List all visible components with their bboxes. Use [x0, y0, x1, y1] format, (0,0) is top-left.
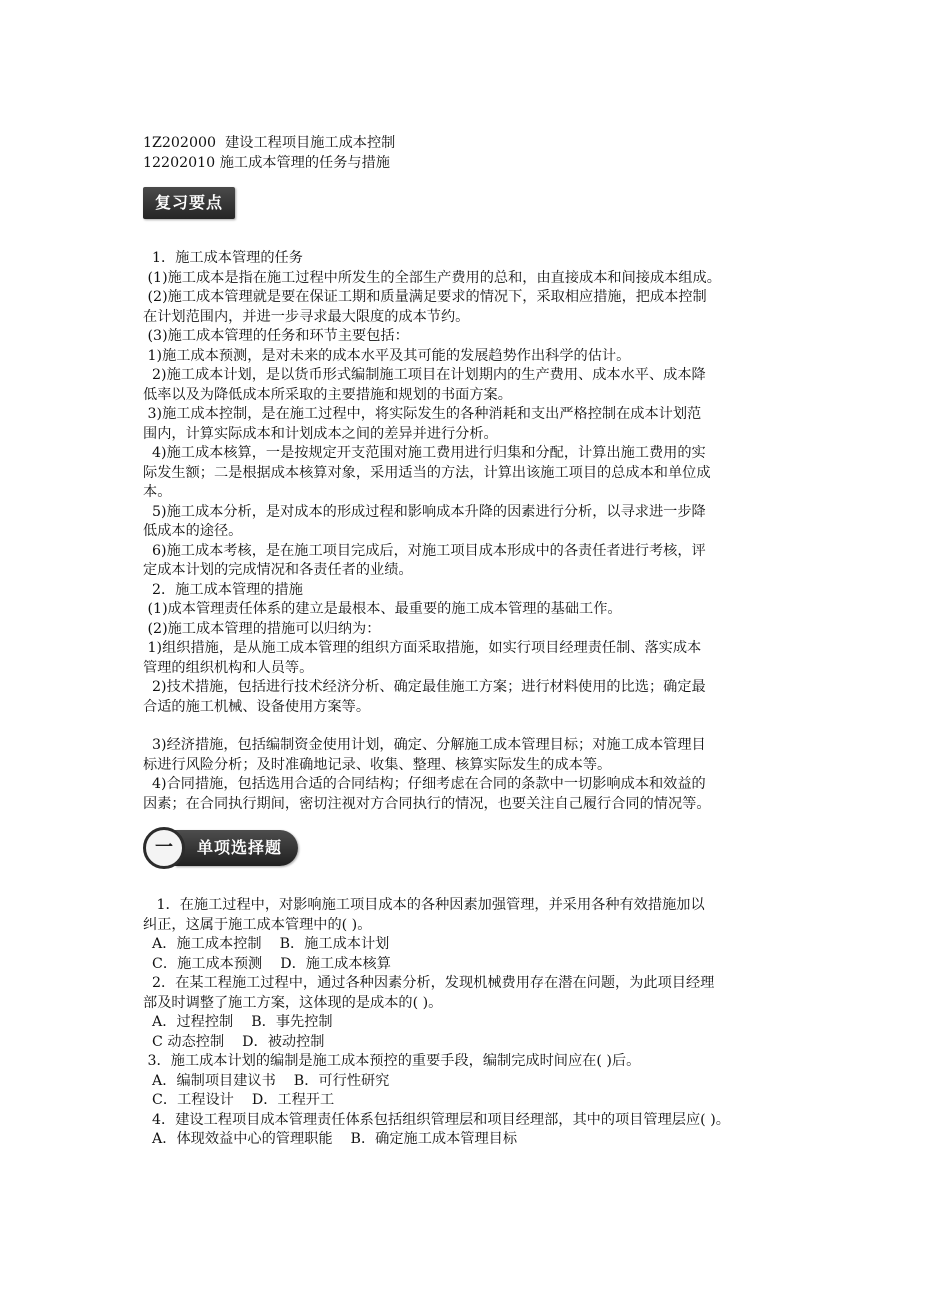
text-line: 4)合同措施，包括选用合适的合同结构；仔细考虑在合同的条款中一切影响成本和效益的 — [143, 776, 706, 792]
questions-body — [143, 896, 823, 1150]
review-points-body — [143, 249, 823, 814]
text-line: 2)施工成本计划，是以货币形式编制施工项目在计划期内的生产费用、成本水平、成本降 — [143, 367, 706, 383]
text-line: 本。 — [143, 484, 172, 500]
text-line: 低成本的途径。 — [143, 523, 243, 539]
text-line: (2)施工成本管理的措施可以归纳为： — [143, 620, 381, 637]
single-choice-badge: 单项选择题 — [175, 830, 298, 866]
question-line: 部及时调整了施工方案，这体现的是成本的( )。 — [143, 994, 443, 1011]
question-line: 3．施工成本计划的编制是施工成本预控的重要手段，编制完成时间应在( )后。 — [143, 1053, 641, 1069]
document-page — [143, 134, 823, 1150]
question-line: 4．建设工程项目成本管理责任体系包括组织管理层和项目经理部，其中的项目管理层应( )。 — [143, 1111, 730, 1128]
text-line: 因素；在合同执行期间，密切注视对方合同执行的情况，也要关注自己履行合同的情况等。 — [143, 795, 711, 812]
section-number-circle: 一 — [143, 827, 185, 869]
text-line: 合适的施工机械、设备使用方案等。 — [143, 698, 371, 715]
text-line: 4)施工成本核算，一是按规定开支范围对施工费用进行归集和分配，计算出施工费用的实 — [143, 445, 706, 461]
text-line: 低率以及为降低成本所采取的主要措施和规划的书面方案。 — [143, 386, 512, 403]
text-line: (2)施工成本管理就是要在保证工期和质量满足要求的情况下，采取相应措施，把成本控制 — [143, 289, 707, 305]
text-line: 管理的组织机构和人员等。 — [143, 659, 314, 676]
review-points-badge: 复习要点 — [143, 187, 235, 219]
text-line: 1)施工成本预测，是对未来的成本水平及其可能的发展趋势作出科学的估计。 — [143, 347, 631, 364]
question-line: C 动态控制 D．被动控制 — [143, 1033, 325, 1050]
single-choice-header — [143, 826, 823, 870]
text-line: 5)施工成本分析，是对成本的形成过程和影响成本升降的因素进行分析，以寻求进一步降 — [143, 503, 706, 520]
review-points-header — [143, 187, 823, 223]
question-line: A．体现效益中心的管理职能 B．确定施工成本管理目标 — [143, 1131, 518, 1147]
text-line: (3)施工成本管理的任务和环节主要包括： — [143, 328, 409, 344]
text-line: (1)施工成本是指在施工过程中所发生的全部生产费用的总和，由直接成本和间接成本组成。 — [143, 269, 721, 286]
question-line: 纠正，这属于施工成本管理中的( )。 — [143, 916, 372, 933]
text-line — [143, 717, 823, 736]
text-line: 3)经济措施，包括编制资金使用计划，确定、分解施工成本管理目标；对施工成本管理目 — [143, 737, 706, 753]
question-line: A．编制项目建议书 B．可行性研究 — [143, 1072, 390, 1089]
text-line: 6)施工成本考核，是在施工项目完成后，对施工项目成本形成中的各责任者进行考核，评 — [143, 542, 706, 559]
question-line: C．工程设计 D．工程开工 — [143, 1092, 335, 1108]
subsection-code-heading: 12202010 施工成本管理的任务与措施 — [143, 154, 390, 171]
text-line: 3)施工成本控制，是在施工过程中，将实际发生的各种消耗和支出严格控制在成本计划范 — [143, 406, 702, 422]
text-line: 1)组织措施，是从施工成本管理的组织方面采取措施，如实行项目经理责任制、落实成本 — [143, 640, 702, 656]
section-code-heading: 1Z202000 建设工程项目施工成本控制 — [143, 135, 396, 151]
text-line: 定成本计划的完成情况和各责任者的业绩。 — [143, 562, 413, 578]
text-line: 1．施工成本管理的任务 — [143, 250, 303, 266]
question-line: A．施工成本控制 B．施工成本计划 — [143, 936, 390, 952]
text-line: 围内，计算实际成本和计划成本之间的差异并进行分析。 — [143, 425, 498, 442]
text-line: 2)技术措施，包括进行技术经济分析、确定最佳施工方案；进行材料使用的比选；确定最 — [143, 679, 706, 695]
question-line: A．过程控制 B．事先控制 — [143, 1014, 333, 1030]
question-line: 1．在施工过程中，对影响施工项目成本的各种因素加强管理，并采用各种有效措施加以 — [143, 897, 705, 913]
text-line: (1)成本管理责任体系的建立是最根本、最重要的施工成本管理的基础工作。 — [143, 601, 622, 617]
text-line: 2．施工成本管理的措施 — [143, 581, 303, 598]
question-line: C．施工成本预测 D．施工成本核算 — [143, 955, 391, 972]
text-line: 际发生额；二是根据成本核算对象，采用适当的方法，计算出该施工项目的总成本和单位成 — [143, 464, 711, 481]
text-line: 标进行风险分析；及时准确地记录、收集、整理、核算实际发生的成本等。 — [143, 756, 612, 773]
text-line: 在计划范围内，并进一步寻求最大限度的成本节约。 — [143, 308, 470, 325]
question-line: 2．在某工程施工过程中，通过各种因素分析，发现机械费用存在潜在问题，为此项目经理 — [143, 975, 715, 991]
